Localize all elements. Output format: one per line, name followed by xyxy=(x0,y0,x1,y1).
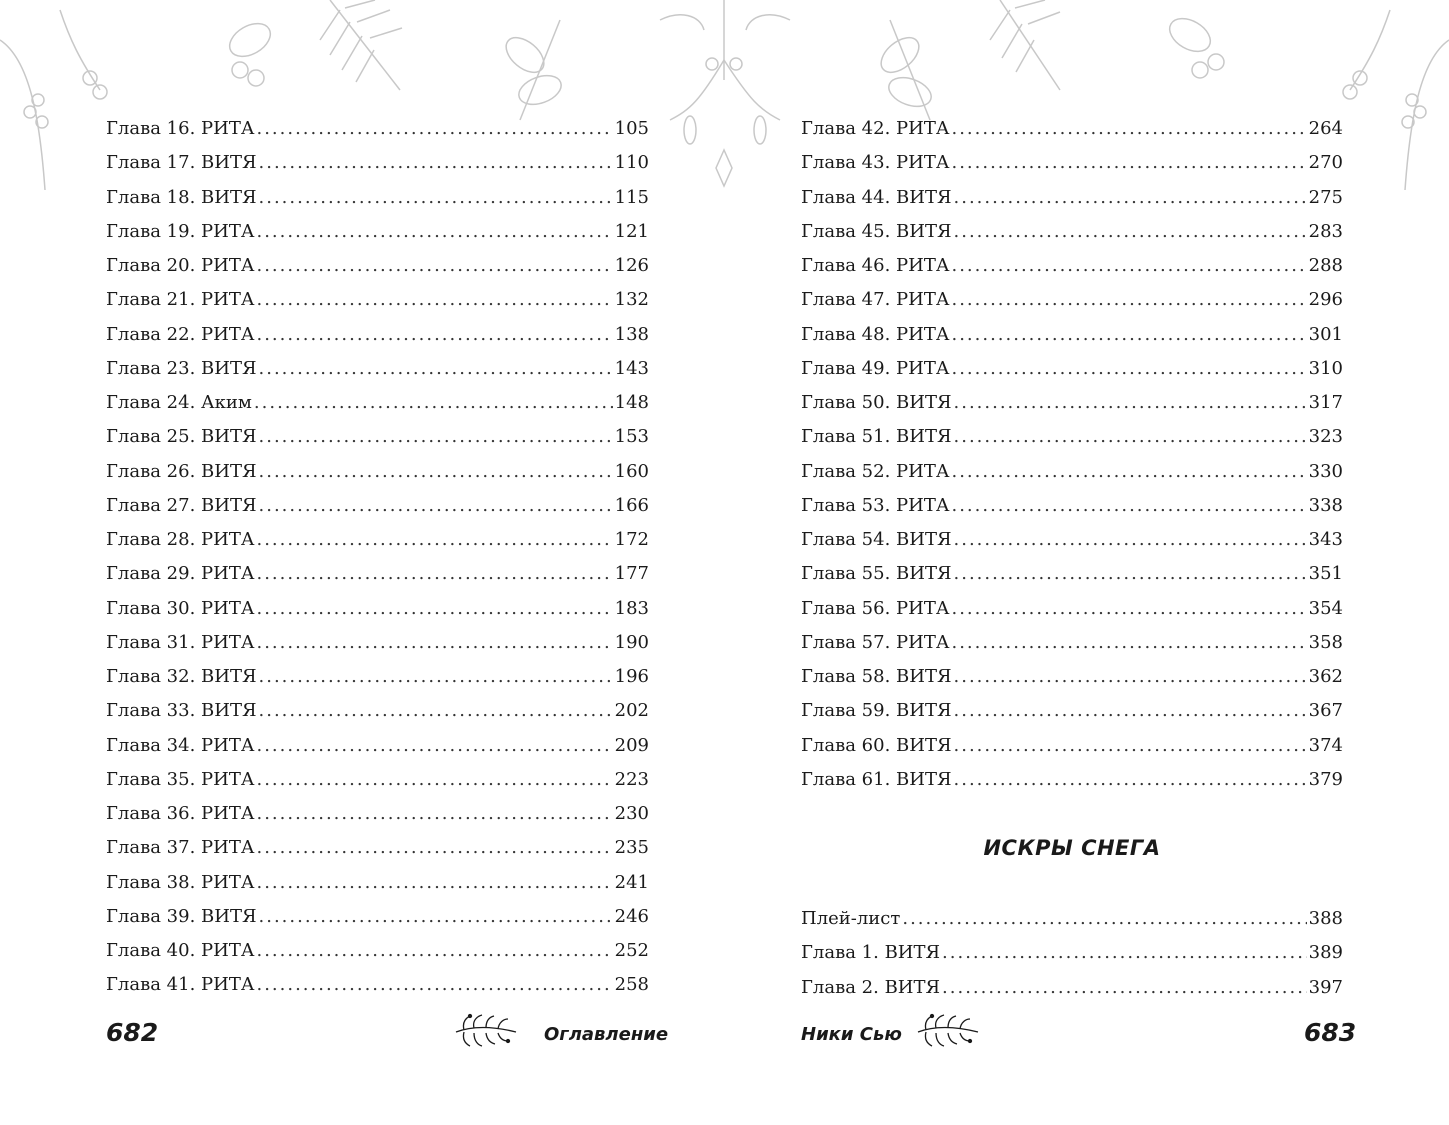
toc-entry-page-number: 115 xyxy=(614,186,649,208)
toc-entry[interactable] xyxy=(106,215,649,249)
toc-entry-label: Глава 48. РИТА xyxy=(801,323,950,345)
toc-entry[interactable] xyxy=(801,971,1343,1005)
toc-entry-label: Плей-лист xyxy=(801,908,901,929)
dot-leader xyxy=(259,660,613,694)
toc-entry[interactable] xyxy=(801,694,1343,728)
toc-entry-page-number: 172 xyxy=(614,529,649,550)
dot-leader xyxy=(256,763,612,797)
toc-entry-page-number: 301 xyxy=(1308,323,1343,345)
toc-entry-label: Глава 52. РИТА xyxy=(801,460,950,482)
toc-entry-label: Глава 16. РИТА xyxy=(106,118,255,139)
toc-entry[interactable] xyxy=(801,455,1343,489)
toc-entry-label: Глава 46. РИТА xyxy=(801,255,950,276)
toc-entry-page-number: 148 xyxy=(614,392,649,413)
dot-leader xyxy=(256,729,612,763)
toc-list-section xyxy=(801,902,1343,1005)
dot-leader xyxy=(256,112,612,146)
toc-entry-label: Глава 49. РИТА xyxy=(801,357,950,379)
dot-leader xyxy=(259,489,613,523)
toc-entry-page-number: 190 xyxy=(614,631,649,653)
left-running-title: Оглавление xyxy=(544,1024,669,1045)
toc-entry-label: Глава 22. РИТА xyxy=(106,323,255,345)
toc-entry-label: Глава 34. РИТА xyxy=(106,734,255,756)
toc-entry[interactable] xyxy=(106,181,649,215)
toc-entry-page-number: 388 xyxy=(1308,908,1343,929)
toc-entry-page-number: 183 xyxy=(614,597,649,619)
toc-entry[interactable] xyxy=(106,968,649,1002)
toc-entry-label: Глава 56. РИТА xyxy=(801,597,950,619)
dot-leader xyxy=(954,181,1307,215)
leaf-sprig-icon xyxy=(224,12,1224,120)
toc-entry-page-number: 126 xyxy=(614,255,649,276)
toc-entry[interactable] xyxy=(106,729,649,763)
toc-entry[interactable] xyxy=(801,626,1343,660)
toc-entry-label: Глава 50. ВИТЯ xyxy=(801,392,952,413)
toc-entry[interactable] xyxy=(801,318,1343,352)
toc-entry-page-number: 258 xyxy=(614,974,649,996)
dot-leader xyxy=(256,318,612,352)
toc-entry-label: Глава 57. РИТА xyxy=(801,631,950,653)
toc-entry-label: Глава 51. ВИТЯ xyxy=(801,426,952,448)
toc-entry-label: Глава 38. РИТА xyxy=(106,871,255,893)
toc-entry[interactable] xyxy=(106,112,649,146)
dot-leader xyxy=(256,249,612,283)
toc-entry[interactable] xyxy=(106,934,649,968)
dot-leader xyxy=(954,386,1307,420)
toc-entry[interactable] xyxy=(106,694,649,728)
toc-list-right xyxy=(801,112,1343,797)
dot-leader xyxy=(259,420,613,454)
toc-entry[interactable] xyxy=(106,797,649,831)
toc-entry-label: Глава 29. РИТА xyxy=(106,563,255,585)
dot-leader xyxy=(942,971,1307,1005)
toc-entry-label: Глава 25. ВИТЯ xyxy=(106,426,257,448)
dot-leader xyxy=(256,831,612,865)
toc-entry-label: Глава 2. ВИТЯ xyxy=(801,976,941,998)
dot-leader xyxy=(951,318,1306,352)
sprig-ornament-icon-right xyxy=(914,1012,982,1050)
toc-entry-page-number: 138 xyxy=(614,323,649,345)
right-page-section-toc xyxy=(801,902,1343,1005)
toc-entry-page-number: 343 xyxy=(1308,529,1343,550)
toc-entry-page-number: 264 xyxy=(1308,118,1343,139)
toc-entry-page-number: 367 xyxy=(1308,700,1343,722)
toc-entry-page-number: 358 xyxy=(1308,631,1343,653)
dot-leader xyxy=(259,900,613,934)
dot-leader xyxy=(951,455,1306,489)
toc-entry[interactable] xyxy=(801,420,1343,454)
toc-entry[interactable] xyxy=(106,249,649,283)
toc-entry[interactable] xyxy=(801,523,1343,557)
dot-leader xyxy=(942,936,1307,970)
toc-entry-page-number: 230 xyxy=(614,803,649,824)
dot-leader xyxy=(256,523,612,557)
toc-entry-page-number: 330 xyxy=(1308,460,1343,482)
dot-leader xyxy=(954,660,1307,694)
right-page-number: 683 xyxy=(1304,1018,1357,1047)
toc-entry-page-number: 310 xyxy=(1308,357,1343,379)
toc-entry-page-number: 121 xyxy=(614,220,649,242)
toc-entry[interactable] xyxy=(801,112,1343,146)
dot-leader xyxy=(256,934,612,968)
toc-entry-page-number: 209 xyxy=(614,734,649,756)
toc-entry-page-number: 143 xyxy=(614,357,649,379)
toc-entry-label: Глава 32. ВИТЯ xyxy=(106,666,257,687)
toc-entry-page-number: 105 xyxy=(614,118,649,139)
dot-leader xyxy=(256,215,612,249)
toc-entry-label: Глава 41. РИТА xyxy=(106,974,255,996)
section-title: ИСКРЫ СНЕГА xyxy=(983,836,1161,860)
mistletoe-icon xyxy=(660,0,790,186)
dot-leader xyxy=(259,181,613,215)
toc-entry-label: Глава 44. ВИТЯ xyxy=(801,186,952,208)
toc-entry-page-number: 374 xyxy=(1308,734,1343,756)
toc-entry[interactable] xyxy=(801,249,1343,283)
toc-entry-label: Глава 58. ВИТЯ xyxy=(801,666,952,687)
toc-entry[interactable] xyxy=(801,215,1343,249)
toc-entry-page-number: 177 xyxy=(614,563,649,585)
toc-entry[interactable] xyxy=(801,902,1343,936)
toc-entry-page-number: 235 xyxy=(614,837,649,859)
sprig-ornament-icon xyxy=(452,1012,520,1050)
toc-entry[interactable] xyxy=(106,489,649,523)
toc-entry-label: Глава 28. РИТА xyxy=(106,529,255,550)
toc-entry-page-number: 397 xyxy=(1308,976,1343,998)
dot-leader xyxy=(951,489,1306,523)
toc-entry-page-number: 246 xyxy=(614,905,649,927)
toc-entry-label: Глава 20. РИТА xyxy=(106,255,255,276)
toc-entry[interactable] xyxy=(106,660,649,694)
toc-entry[interactable] xyxy=(801,146,1343,180)
toc-entry[interactable] xyxy=(801,729,1343,763)
toc-entry-page-number: 317 xyxy=(1308,392,1343,413)
toc-entry[interactable] xyxy=(106,523,649,557)
toc-entry-page-number: 196 xyxy=(614,666,649,687)
dot-leader xyxy=(259,352,613,386)
toc-entry-label: Глава 36. РИТА xyxy=(106,803,255,824)
toc-entry-label: Глава 60. ВИТЯ xyxy=(801,734,952,756)
toc-entry[interactable] xyxy=(106,283,649,317)
toc-entry[interactable] xyxy=(106,146,649,180)
toc-entry-label: Глава 39. ВИТЯ xyxy=(106,905,257,927)
toc-entry[interactable] xyxy=(801,936,1343,970)
toc-entry-label: Глава 42. РИТА xyxy=(801,118,950,139)
left-page-toc xyxy=(106,112,649,1003)
dot-leader xyxy=(256,283,612,317)
toc-list-left xyxy=(106,112,649,1003)
dot-leader xyxy=(951,112,1306,146)
toc-entry-label: Глава 55. ВИТЯ xyxy=(801,563,952,585)
dot-leader xyxy=(954,694,1307,728)
toc-entry-label: Глава 43. РИТА xyxy=(801,152,950,174)
toc-entry-label: Глава 53. РИТА xyxy=(801,494,950,516)
toc-entry[interactable] xyxy=(801,352,1343,386)
toc-entry-page-number: 354 xyxy=(1308,597,1343,619)
toc-entry[interactable] xyxy=(106,557,649,591)
dot-leader xyxy=(954,763,1307,797)
toc-entry-page-number: 351 xyxy=(1308,563,1343,585)
toc-entry-page-number: 132 xyxy=(614,289,649,311)
pine-branch-icon xyxy=(320,0,1060,90)
dot-leader xyxy=(259,694,613,728)
toc-entry-label: Глава 54. ВИТЯ xyxy=(801,529,952,550)
toc-entry-page-number: 270 xyxy=(1308,152,1343,174)
toc-entry-label: Глава 45. ВИТЯ xyxy=(801,220,952,242)
dot-leader xyxy=(951,592,1306,626)
toc-entry[interactable] xyxy=(106,763,649,797)
toc-entry[interactable] xyxy=(801,181,1343,215)
dot-leader xyxy=(254,386,613,420)
toc-entry-label: Глава 47. РИТА xyxy=(801,289,950,311)
toc-entry-label: Глава 1. ВИТЯ xyxy=(801,942,941,964)
toc-entry-page-number: 323 xyxy=(1308,426,1343,448)
dot-leader xyxy=(256,626,612,660)
toc-entry-page-number: 252 xyxy=(614,940,649,961)
right-running-title: Ники Сью xyxy=(801,1024,902,1045)
toc-entry[interactable] xyxy=(106,352,649,386)
toc-entry-page-number: 160 xyxy=(614,460,649,482)
toc-entry-page-number: 389 xyxy=(1308,942,1343,964)
toc-entry-page-number: 275 xyxy=(1308,186,1343,208)
dot-leader xyxy=(954,420,1307,454)
toc-entry-label: Глава 18. ВИТЯ xyxy=(106,186,257,208)
toc-entry-page-number: 379 xyxy=(1308,768,1343,790)
toc-entry[interactable] xyxy=(106,831,649,865)
dot-leader xyxy=(951,626,1306,660)
dot-leader xyxy=(954,729,1307,763)
dot-leader xyxy=(951,146,1306,180)
toc-entry-label: Глава 17. ВИТЯ xyxy=(106,152,257,174)
toc-entry-label: Глава 19. РИТА xyxy=(106,220,255,242)
toc-entry[interactable] xyxy=(801,557,1343,591)
dot-leader xyxy=(256,968,612,1002)
toc-entry[interactable] xyxy=(106,386,649,420)
toc-entry-page-number: 362 xyxy=(1308,666,1343,687)
dot-leader xyxy=(954,557,1307,591)
berry-branch-icon xyxy=(0,10,107,190)
toc-entry-page-number: 296 xyxy=(1308,289,1343,311)
toc-entry-page-number: 202 xyxy=(614,700,649,722)
dot-leader xyxy=(259,455,613,489)
toc-entry-label: Глава 21. РИТА xyxy=(106,289,255,311)
toc-entry[interactable] xyxy=(801,763,1343,797)
toc-entry-page-number: 288 xyxy=(1308,255,1343,276)
toc-entry-page-number: 283 xyxy=(1308,220,1343,242)
toc-entry[interactable] xyxy=(106,420,649,454)
toc-entry-label: Глава 31. РИТА xyxy=(106,631,255,653)
toc-entry-label: Глава 40. РИТА xyxy=(106,940,255,961)
dot-leader xyxy=(954,523,1307,557)
right-page-toc xyxy=(801,112,1343,797)
dot-leader xyxy=(951,283,1306,317)
toc-entry[interactable] xyxy=(801,489,1343,523)
dot-leader xyxy=(951,352,1306,386)
toc-entry-label: Глава 59. ВИТЯ xyxy=(801,700,952,722)
toc-entry-label: Глава 37. РИТА xyxy=(106,837,255,859)
toc-entry[interactable] xyxy=(801,386,1343,420)
dot-leader xyxy=(256,557,612,591)
toc-entry[interactable] xyxy=(106,318,649,352)
toc-entry-page-number: 166 xyxy=(614,494,649,516)
toc-entry[interactable] xyxy=(106,900,649,934)
toc-entry-label: Глава 35. РИТА xyxy=(106,768,255,790)
toc-entry-page-number: 338 xyxy=(1308,494,1343,516)
toc-entry-page-number: 241 xyxy=(614,871,649,893)
toc-entry[interactable] xyxy=(106,626,649,660)
dot-leader xyxy=(259,146,613,180)
dot-leader xyxy=(951,249,1306,283)
toc-entry-label: Глава 26. ВИТЯ xyxy=(106,460,257,482)
toc-entry[interactable] xyxy=(801,592,1343,626)
toc-entry-page-number: 223 xyxy=(614,768,649,790)
dot-leader xyxy=(256,797,612,831)
berry-branch-right-icon xyxy=(1343,10,1449,190)
toc-entry[interactable] xyxy=(106,866,649,900)
dot-leader xyxy=(954,215,1307,249)
toc-entry-label: Глава 30. РИТА xyxy=(106,597,255,619)
dot-leader xyxy=(256,592,612,626)
toc-entry-label: Глава 33. ВИТЯ xyxy=(106,700,257,722)
toc-entry-label: Глава 27. ВИТЯ xyxy=(106,494,257,516)
toc-entry[interactable] xyxy=(801,283,1343,317)
left-page-number: 682 xyxy=(106,1018,159,1047)
toc-entry[interactable] xyxy=(106,455,649,489)
toc-entry[interactable] xyxy=(801,660,1343,694)
toc-entry-label: Глава 61. ВИТЯ xyxy=(801,768,952,790)
toc-entry-label: Глава 24. Аким xyxy=(106,392,252,413)
toc-entry-label: Глава 23. ВИТЯ xyxy=(106,357,257,379)
dot-leader xyxy=(256,866,612,900)
dot-leader xyxy=(902,902,1306,936)
toc-entry-page-number: 153 xyxy=(614,426,649,448)
toc-entry-page-number: 110 xyxy=(614,152,649,174)
toc-entry[interactable] xyxy=(106,592,649,626)
